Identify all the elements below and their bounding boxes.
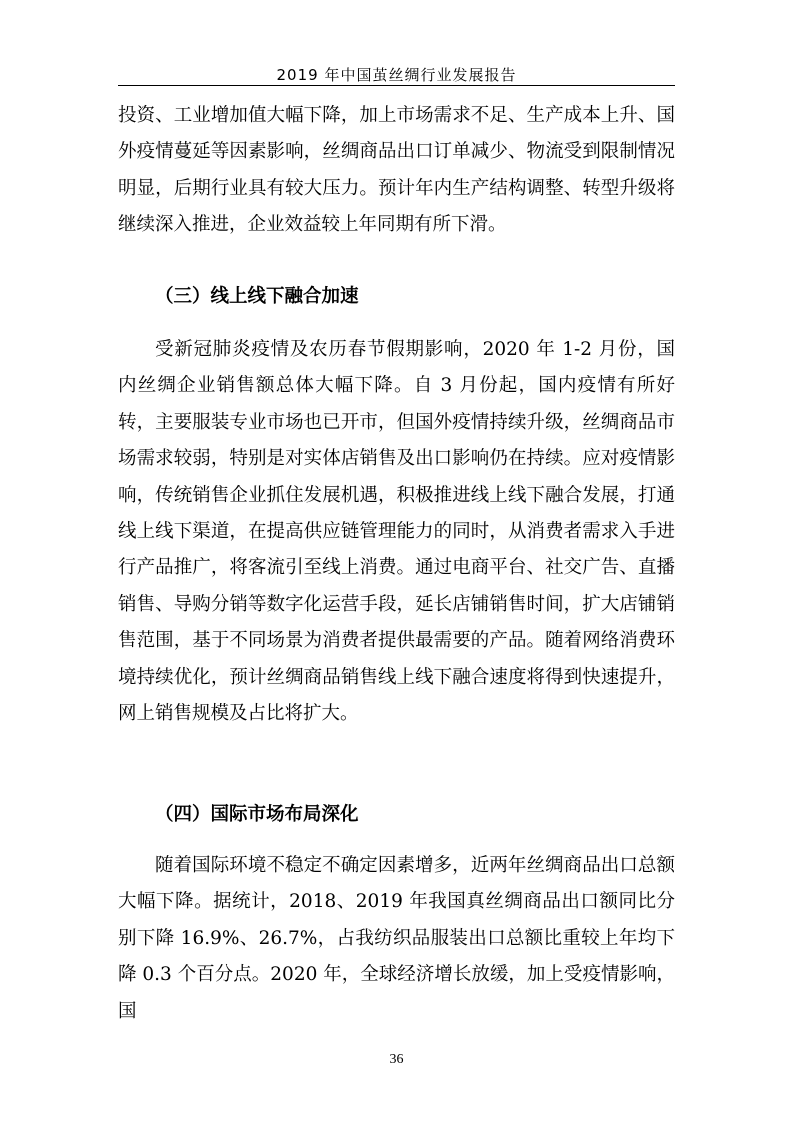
- running-header: 2019 年中国茧丝绸行业发展报告: [276, 66, 517, 84]
- section-heading-online-offline: （三）线上线下融合加速: [155, 286, 359, 307]
- section-heading-international-market: （四）国际市场布局深化: [155, 804, 359, 825]
- paragraph-continued: 投资、工业增加值大幅下降，加上市场需求不足、生产成本上升、国外疫情蔓延等因素影响，丝绸商品出口订单减少、物流受到限制情况明显，后期行业具有较大压力。预计年内生产结构调整、转型升级将继续深入推进，企业效益较上年同期有所下滑。: [118, 105, 675, 236]
- paragraph-international-market: 随着国际环境不稳定不确定因素增多，近两年丝绸商品出口总额大幅下降。据统计，2018、2019 年我国真丝绸商品出口额同比分别下降 16.9%、26.7%，占我纺织品服装出口总额比重较上年均下降 0.3 个百分点。2020 年，全球经济增长放缓，加上受疫情影响，国: [118, 855, 675, 1022]
- header-rule: [118, 85, 675, 86]
- paragraph-online-offline: 受新冠肺炎疫情及农历春节假期影响，2020 年 1-2 月份，国内丝绸企业销售额总体大幅下降。自 3 月份起，国内疫情有所好转，主要服装专业市场也已开市，但国外疫情持续升级，丝绸商品市场需求较弱，特别是对实体店销售及出口影响仍在持续。应对疫情影响，传统销售企业抓住发展机遇，积极推进线上线下融合发展，打通线上线下渠道，在提高供应链管理能力的同时，从消费者需求入手进行产品推广，将客流引至线上消费。通过电商平台、社交广告、直播销售、导购分销等数字化运营手段，延长店铺销售时间，扩大店铺销售范围，基于不同场景为消费者提供最需要的产品。随着网络消费环境持续优化，预计丝绸商品销售线上线下融合速度将得到快速提升，网上销售规模及占比将扩大。: [118, 339, 675, 725]
- page-number: 36: [389, 1052, 404, 1067]
